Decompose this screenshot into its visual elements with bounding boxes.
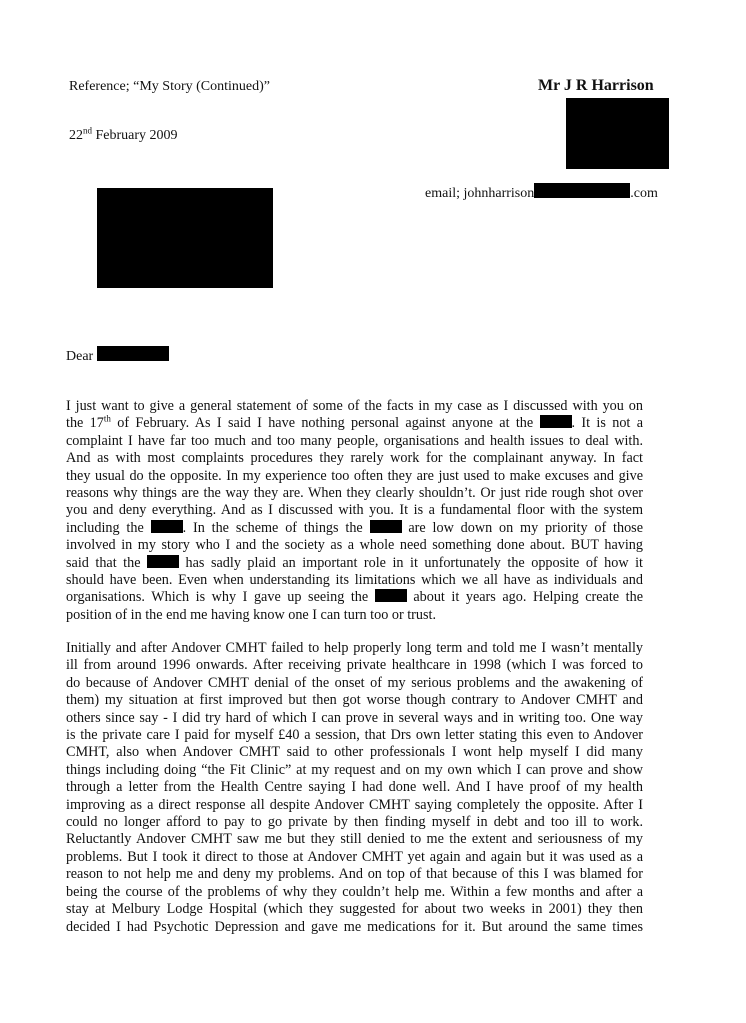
text-segment: reasons why things are the way they are. When they clearly shouldn’t. Or just ride rough shot over: [66, 485, 643, 502]
text-segment: complaint I have far too much and too many people, organisations and health issues to deal with.: [66, 432, 643, 449]
paragraph-1: [66, 398, 643, 624]
paragraph-2-line: do because of Andover CMHT denial of the onset of my serious problems and the awakening of: [66, 674, 643, 691]
sender-name: Mr J R Harrison: [538, 77, 654, 94]
text-segment: about it years ago. Helping create the: [406, 589, 643, 606]
salutation: Dear: [66, 346, 169, 365]
paragraph-2: [66, 640, 643, 936]
paragraph-2-line: decided I had Psychotic Depression and gave me medications for it. But around the same times: [66, 918, 643, 935]
text-segment: involved in my story who I and the society as a whole need something done about. BUT having: [66, 537, 643, 554]
text-segment: of February. As I said I have nothing personal against anyone at the: [110, 415, 540, 432]
paragraph-1-line: [66, 450, 643, 467]
paragraph-2-line: could no longer afford to pay to go private by then finding myself in debt and too ill to work.: [66, 814, 643, 831]
ordinal-suffix: th: [103, 413, 111, 424]
redacted-word: [370, 520, 402, 533]
paragraph-1-line: [66, 502, 643, 519]
text-segment: And as with most complaints procedures they rarely work for the complainant anyway. In fact: [66, 450, 643, 467]
paragraph-2-line: Initially and after Andover CMHT failed to help properly long term and told me I wasn’t mentally: [66, 640, 643, 656]
redacted-word: [151, 520, 183, 533]
text-segment: they usual do the opposite. In my experience too often they are just used to make excuses and give: [66, 467, 643, 484]
paragraph-2-line: Reluctantly Andover CMHT saw me but they still denied to me the extent and seriousness of my: [66, 831, 643, 848]
paragraph-1-line: [66, 572, 643, 589]
paragraph-1-line: [66, 555, 643, 572]
paragraph-2-line: improving as a direct response all despite Andover CMHT saying completely the opposite. After I: [66, 796, 643, 813]
text-segment: I just want to give a general statement of some of the facts in my case as I discussed with you on: [66, 398, 643, 414]
text-segment: organisations. Which is why I gave up seeing the: [66, 589, 375, 606]
paragraph-2-line: problems. But I took it direct to those at Andover CMHT yet again and again but it was used as a: [66, 848, 643, 865]
paragraph-1-line: [66, 433, 643, 450]
paragraph-2-line: reason to not help me and deny my problems. And on top of that because of this I was blamed for: [66, 866, 643, 883]
text-segment: has sadly plaid an important role in it unfortunately the opposite of how it: [179, 554, 643, 571]
paragraph-2-line: stay at Melbury Lodge Hospital (which they suggested for about two weeks in 2001) they then: [66, 901, 643, 918]
paragraph-1-line: [66, 485, 643, 502]
redacted-recipient-name: [97, 346, 169, 361]
paragraph-1-line: [66, 398, 643, 415]
redacted-address-block: [566, 98, 669, 169]
letter-date: 22nd February 2009: [69, 125, 178, 143]
reference-line: Reference; “My Story (Continued)”: [69, 79, 270, 94]
email-line: email; johnharrison .com: [425, 183, 658, 202]
paragraph-2-line: is the private care I paid for myself £40 a session, that Drs own letter stating this even to Andover: [66, 727, 643, 744]
text-segment: said that the: [66, 554, 148, 571]
text-segment: including the: [66, 519, 151, 536]
redacted-word: [375, 589, 407, 602]
paragraph-1-line: [66, 468, 643, 485]
paragraph-2-line: CMHT, also when Andover CMHT said to other professionals I wont help myself I did many: [66, 744, 643, 761]
paragraph-2-line: others since say - I did try hard of which I can prove in several ways and in writing too. One way: [66, 709, 643, 726]
paragraph-2-line: ill from around 1996 onwards. After receiving private healthcare in 1998 (which I was forced to: [66, 657, 643, 674]
redacted-email: [534, 183, 630, 198]
text-segment: are low down on my priority of those: [401, 519, 644, 536]
paragraph-1-line: [66, 607, 643, 624]
redacted-word: [147, 555, 179, 568]
paragraph-2-line: being the course of the problems of why they couldn’t help me. Within a few months and after a: [66, 883, 643, 900]
paragraph-1-line: [66, 537, 643, 554]
paragraph-2-line: through a letter from the Health Centre saying I had done well. And I have proof of my health: [66, 779, 643, 796]
text-segment: you and deny everything. And as I discussed with you. It is a fundamental floor with the system: [66, 502, 643, 519]
text-segment: . It is not a: [571, 415, 643, 432]
text-segment: position of in the end me having know one I can turn too or trust.: [66, 606, 436, 623]
paragraph-1-line: [66, 589, 643, 606]
paragraph-2-line: things including doing “the Fit Clinic” at my request and on my own which I can prove and show: [66, 761, 643, 778]
paragraph-2-line: them) my situation at first improved but then got worse though contrary to Andover CMHT and: [66, 692, 643, 709]
redacted-word: [540, 415, 572, 428]
paragraph-1-line: [66, 415, 643, 432]
redacted-recipient-address: [97, 188, 273, 288]
paragraph-1-line: [66, 520, 643, 537]
text-segment: should have been. Even when understanding its limitations which we all have as individuals and: [66, 572, 643, 589]
text-segment: the 17: [66, 415, 104, 432]
text-segment: . In the scheme of things the: [182, 519, 370, 536]
